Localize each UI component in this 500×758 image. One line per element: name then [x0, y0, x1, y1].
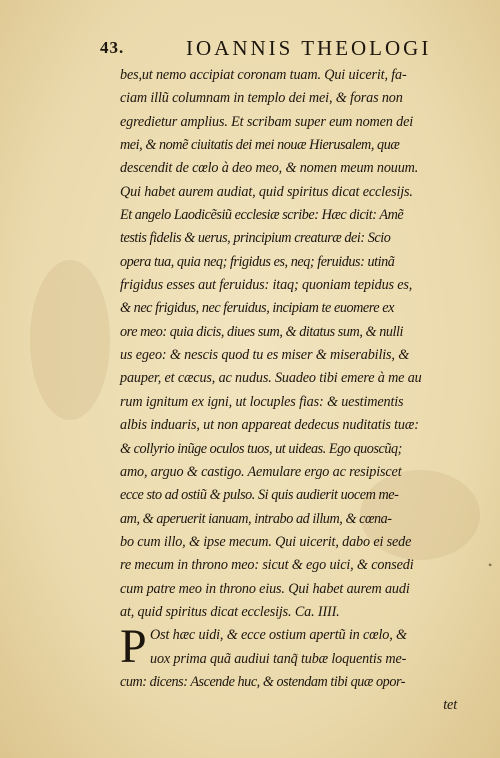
text-line: rum ignitum ex igni, ut locuples fias: & uestimentis — [120, 393, 404, 410]
text-line: frigidus esses aut feruidus: itaq; quoniam tepidus es, — [120, 277, 413, 294]
text-line: albis induaris, ut non appareat dedecus nuditatis tuæ: — [120, 417, 419, 434]
text-line: amo, arguo & castigo. Aemulare ergo ac resipiscet — [120, 463, 402, 480]
text-line: ciam illũ columnam in templo dei mei, & foras non — [120, 90, 403, 107]
text-line: & collyrio inũge oculos tuos, ut uideas. Ego quoscũq; — [120, 440, 402, 457]
folio-number: 43. — [100, 38, 125, 57]
text-line: re mecum in throno meo: sicut & ego uici, & consedi — [120, 557, 414, 574]
text-line: egredietur amplius. Et scribam super eum nomen dei — [120, 113, 414, 130]
text-line: opera tua, quia neq; frigidus es, neq; feruidus: utinã — [120, 253, 395, 270]
text-line: uox prima quã audiui tanq̃ tubæ loquentis me- — [150, 650, 407, 667]
text-line: Et angelo Laodicẽsiũ ecclesiæ scribe: Hæc dicit: Amẽ — [120, 207, 404, 224]
text-line: bes,ut nemo accipiat coronam tuam. Qui uicerit, fa- — [120, 67, 407, 83]
text-line: descendit de cœlo à deo meo, & nomen meum nouum. — [120, 160, 419, 177]
text-line: us egeo: & nescis quod tu es miser & miserabilis, & — [120, 347, 410, 364]
drop-cap: P — [120, 620, 147, 674]
text-line: & nec frigidus, nec feruidus, incipiam te euomere ex — [120, 300, 394, 317]
catchword: tet — [443, 697, 457, 714]
main-text — [120, 64, 465, 718]
text-line: bo cum illo, & ipse mecum. Qui uicerit, dabo ei sede — [120, 533, 412, 550]
text-line: testis fidelis & uerus, principium creaturæ dei: Scio — [120, 230, 391, 247]
text-line: Ost hæc uidi, & ecce ostium apertũ in cœlo, & — [150, 627, 407, 644]
text-line: cum: dicens: Ascende huc, & ostendam tibi quæ opor- — [120, 673, 406, 690]
paper-stain — [30, 260, 110, 420]
margin-mark: • — [488, 558, 493, 572]
text-line: Qui habet aurem audiat, quid spiritus dicat ecclesijs. — [120, 183, 413, 200]
text-line: ecce sto ad ostiũ & pulso. Si quis audierit uocem me- — [120, 487, 399, 504]
text-line: pauper, et cæcus, ac nudus. Suadeo tibi emere à me au — [120, 370, 422, 387]
text-line: mei, & nomẽ ciuitatis dei mei nouæ Hierusalem, quæ — [120, 137, 400, 154]
text-line: at, quid spiritus dicat ecclesijs. Ca. IIII. — [120, 603, 340, 620]
text-line: am, & aperuerit ianuam, intrabo ad illum, & cœna- — [120, 510, 392, 527]
text-line: cum patre meo in throno eius. Qui habet aurem audi — [120, 580, 410, 597]
text-line: ore meo: quia dicis, diues sum, & ditatus sum, & nulli — [120, 323, 403, 340]
chapter-opening — [120, 620, 465, 674]
running-head: IOANNIS THEOLOGI — [186, 36, 432, 60]
page-header — [100, 36, 460, 64]
